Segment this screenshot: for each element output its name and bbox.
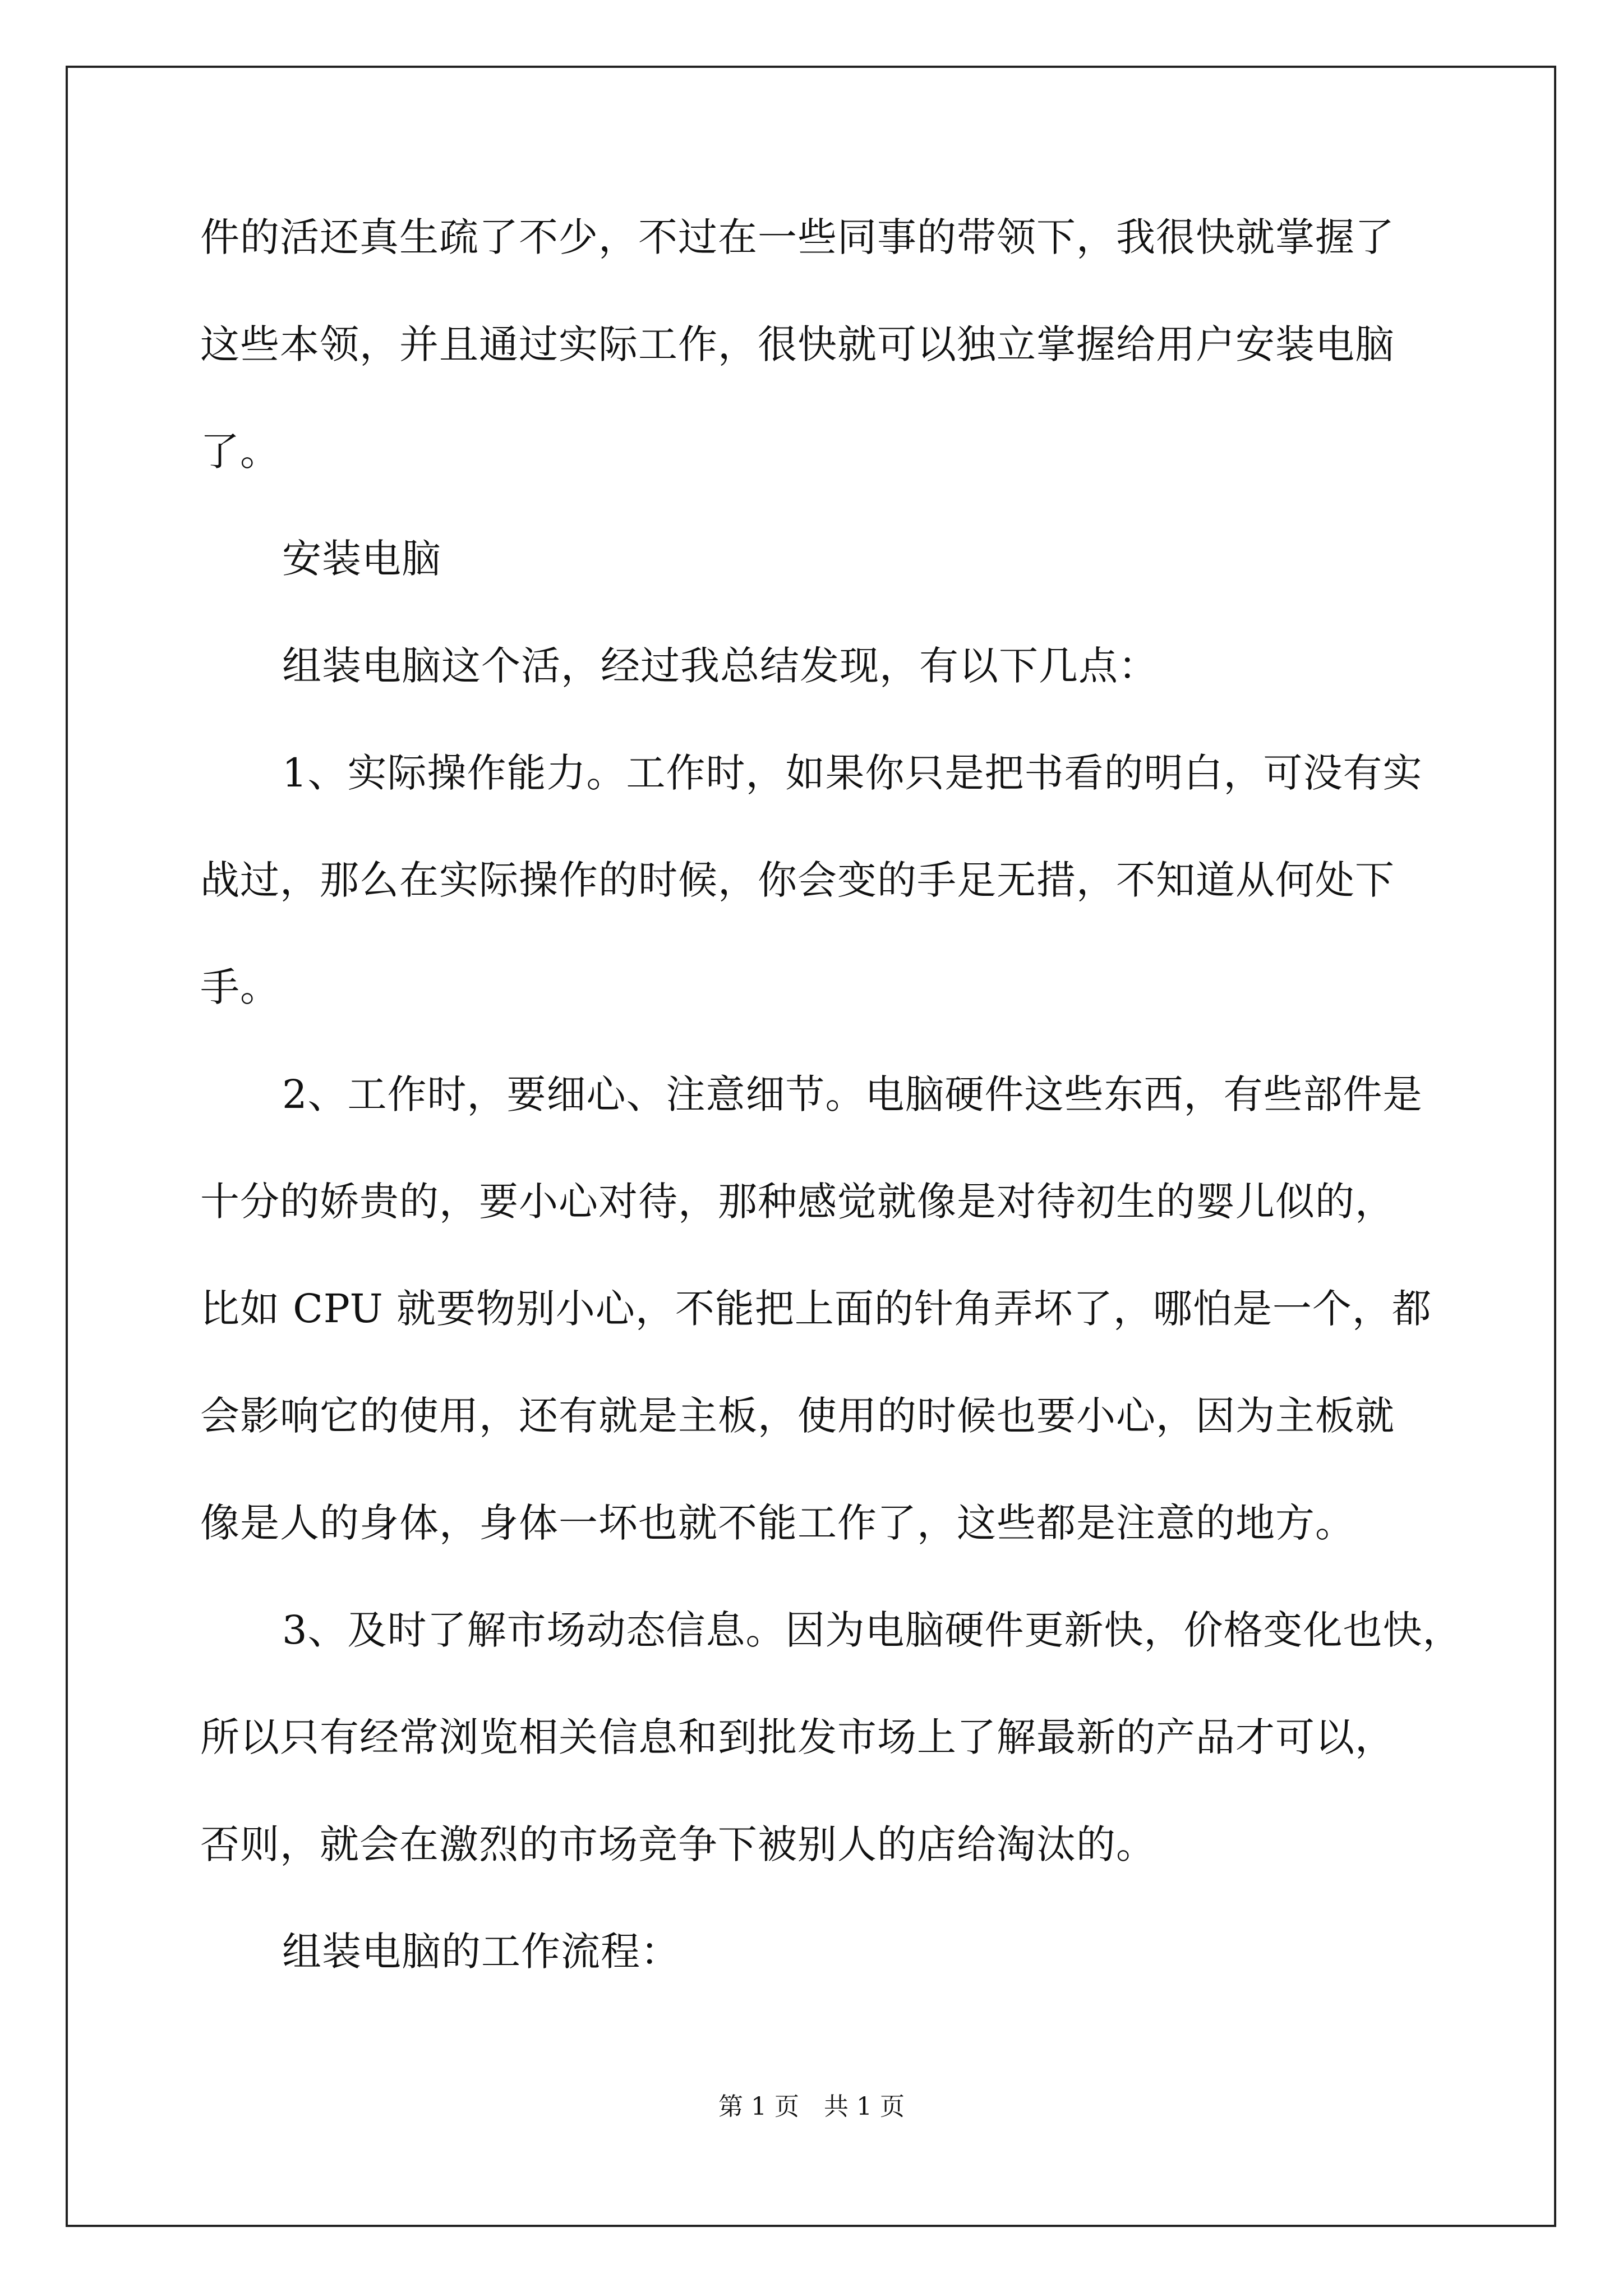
text-line: 否则，就会在激烈的市场竞争下被别人的店给淘汰的。 xyxy=(200,1821,1156,1867)
text-line: 组装电脑这个活，经过我总结发现，有以下几点： xyxy=(282,643,1158,689)
page-number: 第 1 页 共 1 页 xyxy=(718,2092,905,2121)
text-line: 手。 xyxy=(200,964,280,1010)
text-line: 会影响它的使用，还有就是主板，使用的时候也要小心，因为主板就 xyxy=(200,1393,1395,1439)
text-line: 战过，那么在实际操作的时候，你会变的手足无措，不知道从何处下 xyxy=(200,857,1395,903)
text-line: 了。 xyxy=(200,429,280,475)
text-line: 像是人的身体，身体一坏也就不能工作了，这些都是注意的地方。 xyxy=(200,1500,1355,1546)
list-item-1: 1、实际操作能力。工作时，如果你只是把书看的明白，可没有实 xyxy=(282,750,1423,796)
text-line: 这些本领，并且通过实际工作，很快就可以独立掌握给用户安装电脑 xyxy=(200,321,1395,367)
list-item-2: 2、工作时，要细心、注意细节。电脑硬件这些东西，有些部件是 xyxy=(282,1071,1423,1117)
section-heading: 组装电脑的工作流程： xyxy=(282,1929,680,1975)
text-line: 十分的娇贵的，要小心对待，那种感觉就像是对待初生的婴儿似的， xyxy=(200,1179,1395,1225)
list-item-3: 3、及时了解市场动态信息。因为电脑硬件更新快，价格变化也快， xyxy=(282,1607,1463,1653)
section-heading: 安装电脑 xyxy=(282,536,441,582)
text-line: 件的活还真生疏了不少，不过在一些同事的带领下，我很快就掌握了 xyxy=(200,214,1395,260)
page-border xyxy=(66,66,1556,2227)
text-line: 所以只有经常浏览相关信息和到批发市场上了解最新的产品才可以， xyxy=(200,1714,1395,1760)
text-line: 比如 CPU 就要物别小心，不能把上面的针角弄坏了，哪怕是一个，都 xyxy=(200,1286,1432,1332)
